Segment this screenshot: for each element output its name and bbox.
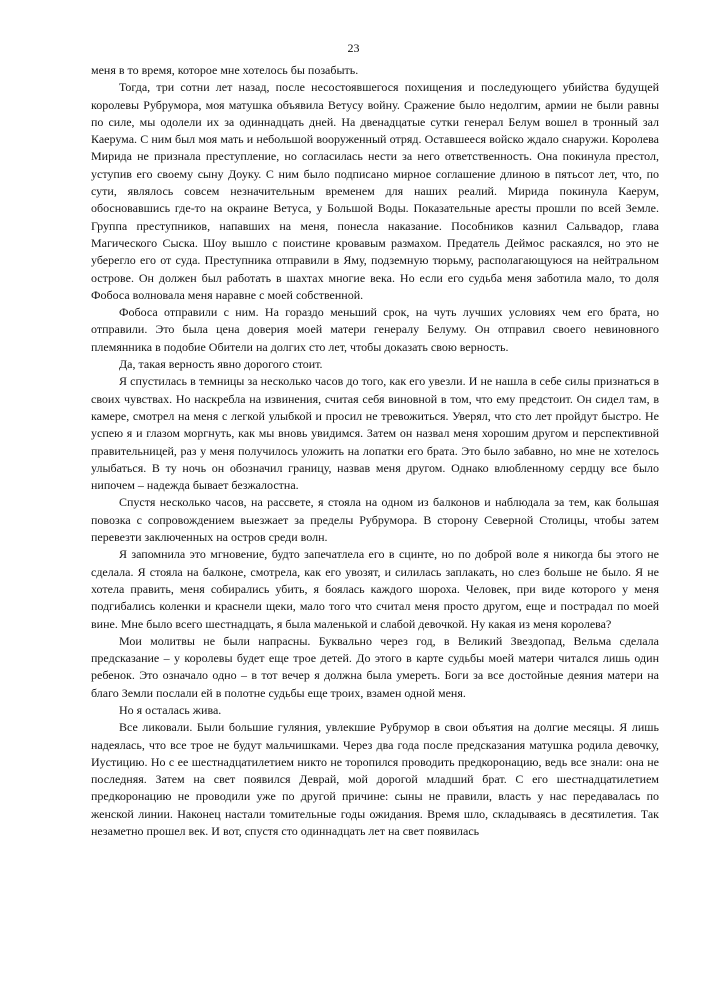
paragraph: Фобоса отправили с ним. На гораздо меньший срок, на чуть лучших условиях чем его брата, но отправили. Это была цена доверия моей матери генералу Белуму. Он отправил своего невиновного племянника в подобие Обители на долгих сто лет, чтобы доказать свою верность. xyxy=(91,305,659,354)
paragraph: Я спустилась в темницы за несколько часов до того, как его увезли. И не нашла в себе силы признаться в своих чувствах. Но наскребла на извинения, считая себя виновной в том, что ему предстоит. Он сидел там, в камере, смотрел на меня с легкой улыбкой и просил не тревожиться. Уверял, что сто лет пройдут быстро. Не успею я и глазом моргнуть, как мы вновь увидимся. Затем он назвал меня хорошим другом и перспективной правительницей, раз у меня получилось уложить на лопатки его брата. Это было забавно, но мне не хотелось улыбаться. В ту ночь он обозначил границу, назвав меня другом. Однако влюбленному сердцу все было нипочем – надежда бывает безжалостна. xyxy=(91,374,659,493)
text-body xyxy=(91,62,659,840)
paragraph: Я запомнила это мгновение, будто запечатлела его в сцинте, но по доброй воле я никогда бы этого не сделала. Я стояла на балконе, смотрела, как его увозят, и силилась заплакать, но слез больше не было. Я не хотела править, меня собирались убить, я боялась каждого шороха. Человек, при виде которого у меня подгибались коленки и краснели щеки, мало того что считал меня просто другом, еще и пострадал по моей вине. Мне было всего шестнадцать, я была маленькой и слабой девочкой. Ну какая из меня королева? xyxy=(91,547,659,631)
paragraph: меня в то время, которое мне хотелось бы позабыть. xyxy=(91,63,359,77)
paragraph: Тогда, три сотни лет назад, после несостоявшегося похищения и последующего убийства будущей королевы Рубрумора, моя матушка объявила Ветусу войну. Сражение было недолгим, армии не были равны по силе, мы одолели их за одиннадцать дней. На двенадцатые сутки генерал Белум вошел в тронный зал Каерума. С ним был моя мать и небольшой вооруженный отряд. Оставшееся войско ждало снаружи. Королева Мирида не признала преступление, но согласилась нести за него ответственность. Она покинула престол, уступив его своему сыну Доуку. С ним было подписано мирное соглашение длиною в пятьсот лет, что, по сути, являлось совсем незначительным временем для наших реалий. Мирида покинула Каерум, обосновавшись где-то на окраине Ветуса, у Большой Воды. Показательные аресты прошли по всей Земле. Группа преступников, напавших на меня, понесла наказание. Пособников казнил Сальвадор, глава Магического Сыска. Шоу вышло с поистине кровавым размахом. Предатель Деймос раскаялся, но это не уберегло его от суда. Преступника отправили в Яму, подземную тюрьму, располагающуюся на нейтральном острове. Он должен был работать в шахтах многие века. Но если его судьба меня заботила мало, то доля Фобоса волновала меня наравне с моей собственной. xyxy=(91,80,659,302)
paragraph: Да, такая верность явно дорогого стоит. xyxy=(119,357,323,372)
paragraph: Мои молитвы не были напрасны. Буквально через год, в Великий Звездопад, Вельма сделала предсказание – у королевы будет еще трое детей. До этого в карте судьбы моей матери читался лишь один ребенок. Это означало одно – в тот вечер я должна была умереть. Боги за все достойные деяния матери на благо Земли послали ей в полотне судьбы еще троих, взамен одной меня. xyxy=(91,633,659,700)
paragraph: Все ликовали. Были большие гуляния, увлекшие Рубрумор в свои объятия на долгие месяцы. Я лишь надеялась, что все трое не будут мальчишками. Через два года после предсказания матушка родила девочку, Иустицию. Но с ее шестнадцатилетием никто не торопился проводить предкоронацию, ведь все знали: она не последняя. Затем на свет появился Деврай, мой дорогой младший брат. С его шестнадцатилетием предкоронацию не проводили уже по другой причине: сыны не правили, власть у нас передавалась по женской линии. Наконец настали томительные годы ожидания. Время шло, складываясь в десятилетия. Так незаметно прошел век. И вот, спустя сто одиннадцать лет на свет появилась xyxy=(91,720,659,839)
page-number: 23 xyxy=(347,41,360,55)
paragraph: Спустя несколько часов, на рассвете, я стояла на одном из балконов и наблюдала за тем, как большая повозка с сопровождением выезжает за пределы Рубрумора. В сторону Северной Столицы, чтобы затем перевезти заключенных на остров среди волн. xyxy=(91,495,659,545)
paragraph: Но я осталась жива. xyxy=(119,702,222,717)
